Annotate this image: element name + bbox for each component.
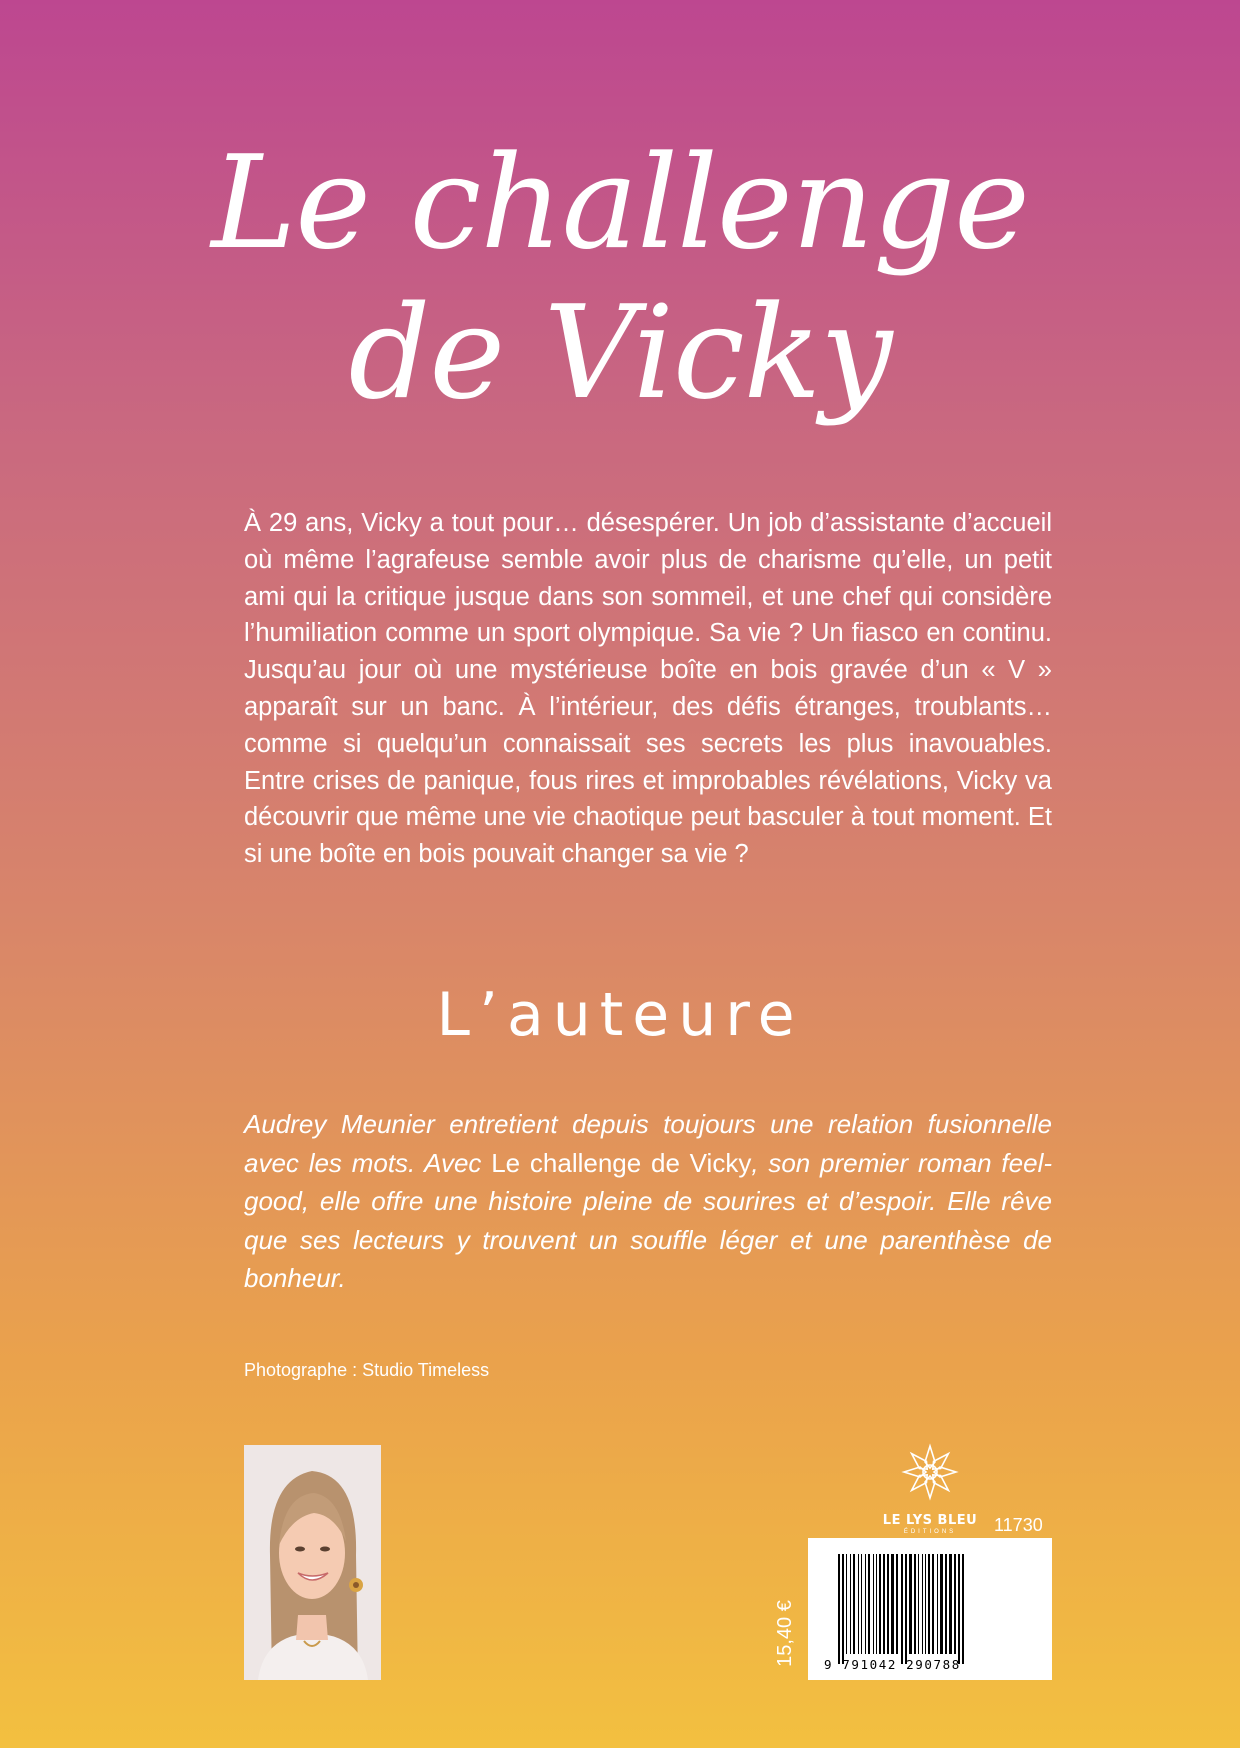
publisher-name: LE LYS BLEU (882, 1513, 978, 1528)
barcode-bar (896, 1554, 898, 1654)
barcode-bar (846, 1554, 847, 1654)
barcode (808, 1538, 1052, 1680)
publisher-logo (872, 1442, 988, 1535)
book-summary: À 29 ans, Vicky a tout pour… désespérer. Un job d’assistante d’accueil où même l’agrafeuse semble avoir plus de charisme qu’elle, un petit ami qui la critique jusque dans son sommeil, et une chef qui considère l’humiliation comme un sport olympique. Sa vie ? Un fiasco en continu. Jusqu’au jour où une mystérieuse boîte en bois gravée d’un « V » apparaît sur un banc. À l’intérieur, des défis étranges, troublants… comme si quelqu’un connaissait ses secrets les plus inavouables. Entre crises de panique, fous rires et improbables révélations, Vicky va découvrir que même une vie chaotique peut basculer à tout moment. Et si une boîte en bois pouvait changer sa vie ? (244, 509, 1052, 869)
publisher-subtitle: ÉDITIONS (903, 1529, 957, 1535)
barcode-bar (887, 1554, 889, 1654)
barcode-bar (925, 1554, 926, 1654)
barcode-bar (858, 1554, 859, 1654)
barcode-bar (901, 1554, 903, 1664)
barcode-bar (905, 1554, 907, 1664)
barcode-bar (937, 1554, 938, 1654)
author-bio-part-2: , son premier roman feel-good, elle offre une histoire pleine de sourires et d’espoir. Elle rêve que ses lecteurs y trouvent un souffle léger et une parenthèse de bonheur. (244, 1147, 1052, 1293)
photo-credit: Photographe : Studio Timeless (244, 1360, 490, 1380)
barcode-bar (954, 1554, 956, 1654)
barcode-bar (962, 1554, 964, 1664)
lily-flower-icon (900, 1442, 960, 1502)
barcode-bar (928, 1554, 930, 1654)
author-portrait-illustration (244, 1445, 381, 1680)
barcode-bar (914, 1554, 916, 1654)
barcode-bar (922, 1554, 923, 1654)
barcode-bar (842, 1554, 844, 1664)
author-heading: L’auteure (436, 980, 804, 1050)
barcode-bar (891, 1554, 894, 1654)
barcode-bar (949, 1554, 952, 1654)
author-bio-book-title: Le challenge de Vicky (491, 1147, 752, 1178)
barcode-bar (918, 1554, 919, 1654)
author-bio (244, 1105, 1052, 1298)
barcode-bar (861, 1554, 862, 1654)
author-bio-part-1: Audrey Meunier entretient depuis toujours une relation fusionnelle avec les mots. Avec (244, 1109, 1052, 1178)
barcode-bar (909, 1554, 912, 1654)
barcode-bar (879, 1554, 881, 1654)
isbn-digits: 9 791042 290788 (824, 1657, 961, 1672)
book-title-line-2: de Vicky (348, 279, 892, 428)
barcode-bar (865, 1554, 866, 1654)
barcode-bar (945, 1554, 947, 1654)
barcode-bar (958, 1554, 960, 1664)
barcode-bar (873, 1554, 874, 1654)
barcode-bar (940, 1554, 943, 1654)
barcode-bar (932, 1554, 934, 1654)
barcode-bar (838, 1554, 840, 1664)
barcode-bar (853, 1554, 855, 1654)
book-title-line-1: Le challenge (211, 129, 1029, 278)
price-label: 15,40 € (773, 1600, 796, 1667)
barcode-bar (868, 1554, 870, 1654)
barcode-bar (876, 1554, 877, 1654)
barcode-bar (883, 1554, 885, 1654)
barcode-bar (850, 1554, 851, 1654)
reference-number: 11730 (994, 1515, 1043, 1535)
author-photo (244, 1445, 381, 1680)
